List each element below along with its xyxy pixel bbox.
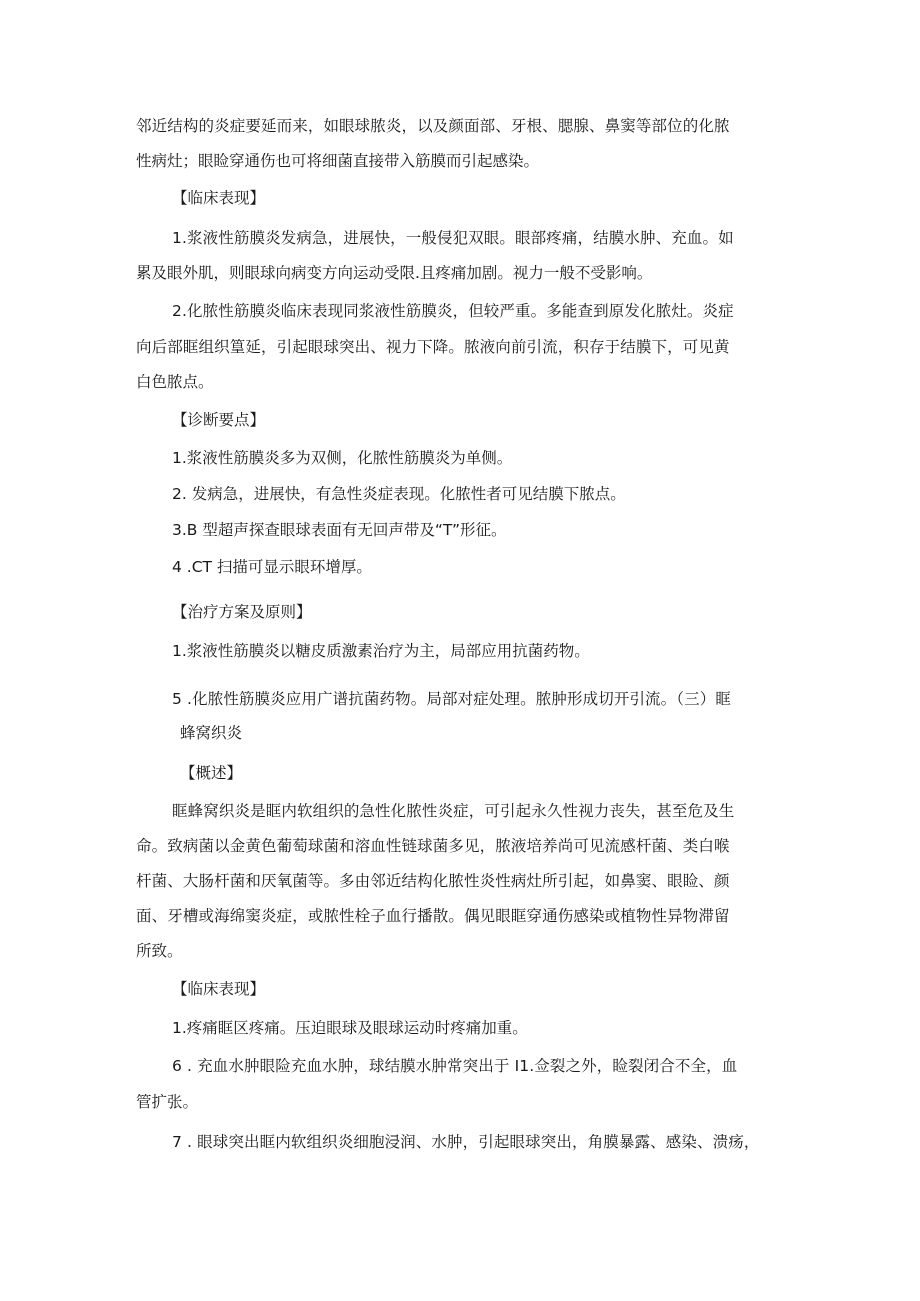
paragraph-line: 邻近结构的炎症要延而来，如眼球脓炎，以及颜面部、牙根、腮腺、鼻窦等部位的化脓 — [136, 117, 730, 135]
section-heading: 【概述】 — [180, 764, 243, 782]
paragraph-line: 2.化脓性筋膜炎临床表现同浆液性筋膜炎，但较严重。多能查到原发化脓灶。炎症 — [172, 302, 734, 320]
list-item: 5 .化脓性筋膜炎应用广谱抗菌药物。局部对症处理。脓肿形成切开引流。（三）眶 — [172, 690, 732, 708]
paragraph-line: 面、牙槽或海绵窦炎症，或脓性栓子血行播散。偶见眼眶穿通伤感染或植物性异物滞留 — [136, 907, 730, 925]
list-item: 2. 发病急，进展快，有急性炎症表现。化脓性者可见结膜下脓点。 — [172, 485, 626, 503]
list-item: 1.浆液性筋膜炎多为双侧，化脓性筋膜炎为单侧。 — [172, 449, 513, 467]
paragraph-line: 命。致病菌以金黄色葡萄球菌和溶血性链球菌多见，脓液培养尚可见流感杆菌、类白喉 — [136, 837, 730, 855]
section-heading: 【临床表现】 — [172, 189, 266, 207]
paragraph-line: 白色脓点。 — [136, 373, 214, 391]
list-item: 1.浆液性筋膜炎以糖皮质激素治疗为主，局部应用抗菌药物。 — [172, 642, 590, 660]
paragraph-line: 眶蜂窝织炎是眶内软组织的急性化脓性炎症，可引起永久性视力丧失，甚至危及生 — [172, 802, 735, 820]
list-item: 7 . 眼球突出眶内软组织炎细胞浸润、水肿，引起眼球突出，角膜暴露、感染、溃疡， — [172, 1133, 760, 1151]
list-item: 4 .CT 扫描可显示眼环增厚。 — [172, 558, 372, 576]
section-heading: 【临床表现】 — [172, 980, 266, 998]
list-item: 蜂窝织炎 — [180, 724, 243, 742]
list-item: 6 . 充血水肿眼险充血水肿，球结膜水肿常突出于 I1.佥裂之外，睑裂闭合不全，血 — [172, 1057, 738, 1075]
list-item: 1.疼痛眶区疼痛。压迫眼球及眼球运动时疼痛加重。 — [172, 1019, 528, 1037]
paragraph-line: 累及眼外肌，则眼球向病变方向运动受限.且疼痛加剧。视力一般不受影响。 — [136, 264, 653, 282]
list-item: 3.B 型超声探查眼球表面有无回声带及“T”形征。 — [172, 521, 507, 539]
paragraph-line: 1.浆液性筋膜炎发病急，进展快，一般侵犯双眼。眼部疼痛，结膜水肿、充血。如 — [172, 229, 734, 247]
section-heading: 【治疗方案及原则】 — [172, 603, 312, 621]
paragraph-line: 向后部眶组织篁延，引起眼球突出、视力下降。脓液向前引流，积存于结膜下，可见黄 — [136, 338, 730, 356]
list-item: 管扩张。 — [136, 1093, 199, 1111]
paragraph-line: 杆菌、大肠杆菌和厌氧菌等。多由邻近结构化脓性炎性病灶所引起，如鼻窦、眼睑、颜 — [136, 872, 730, 890]
paragraph-line: 性病灶；眼睑穿通伤也可将细菌直接带入筋膜而引起感染。 — [136, 152, 540, 170]
section-heading: 【诊断要点】 — [172, 411, 266, 429]
paragraph-line: 所致。 — [136, 942, 183, 960]
